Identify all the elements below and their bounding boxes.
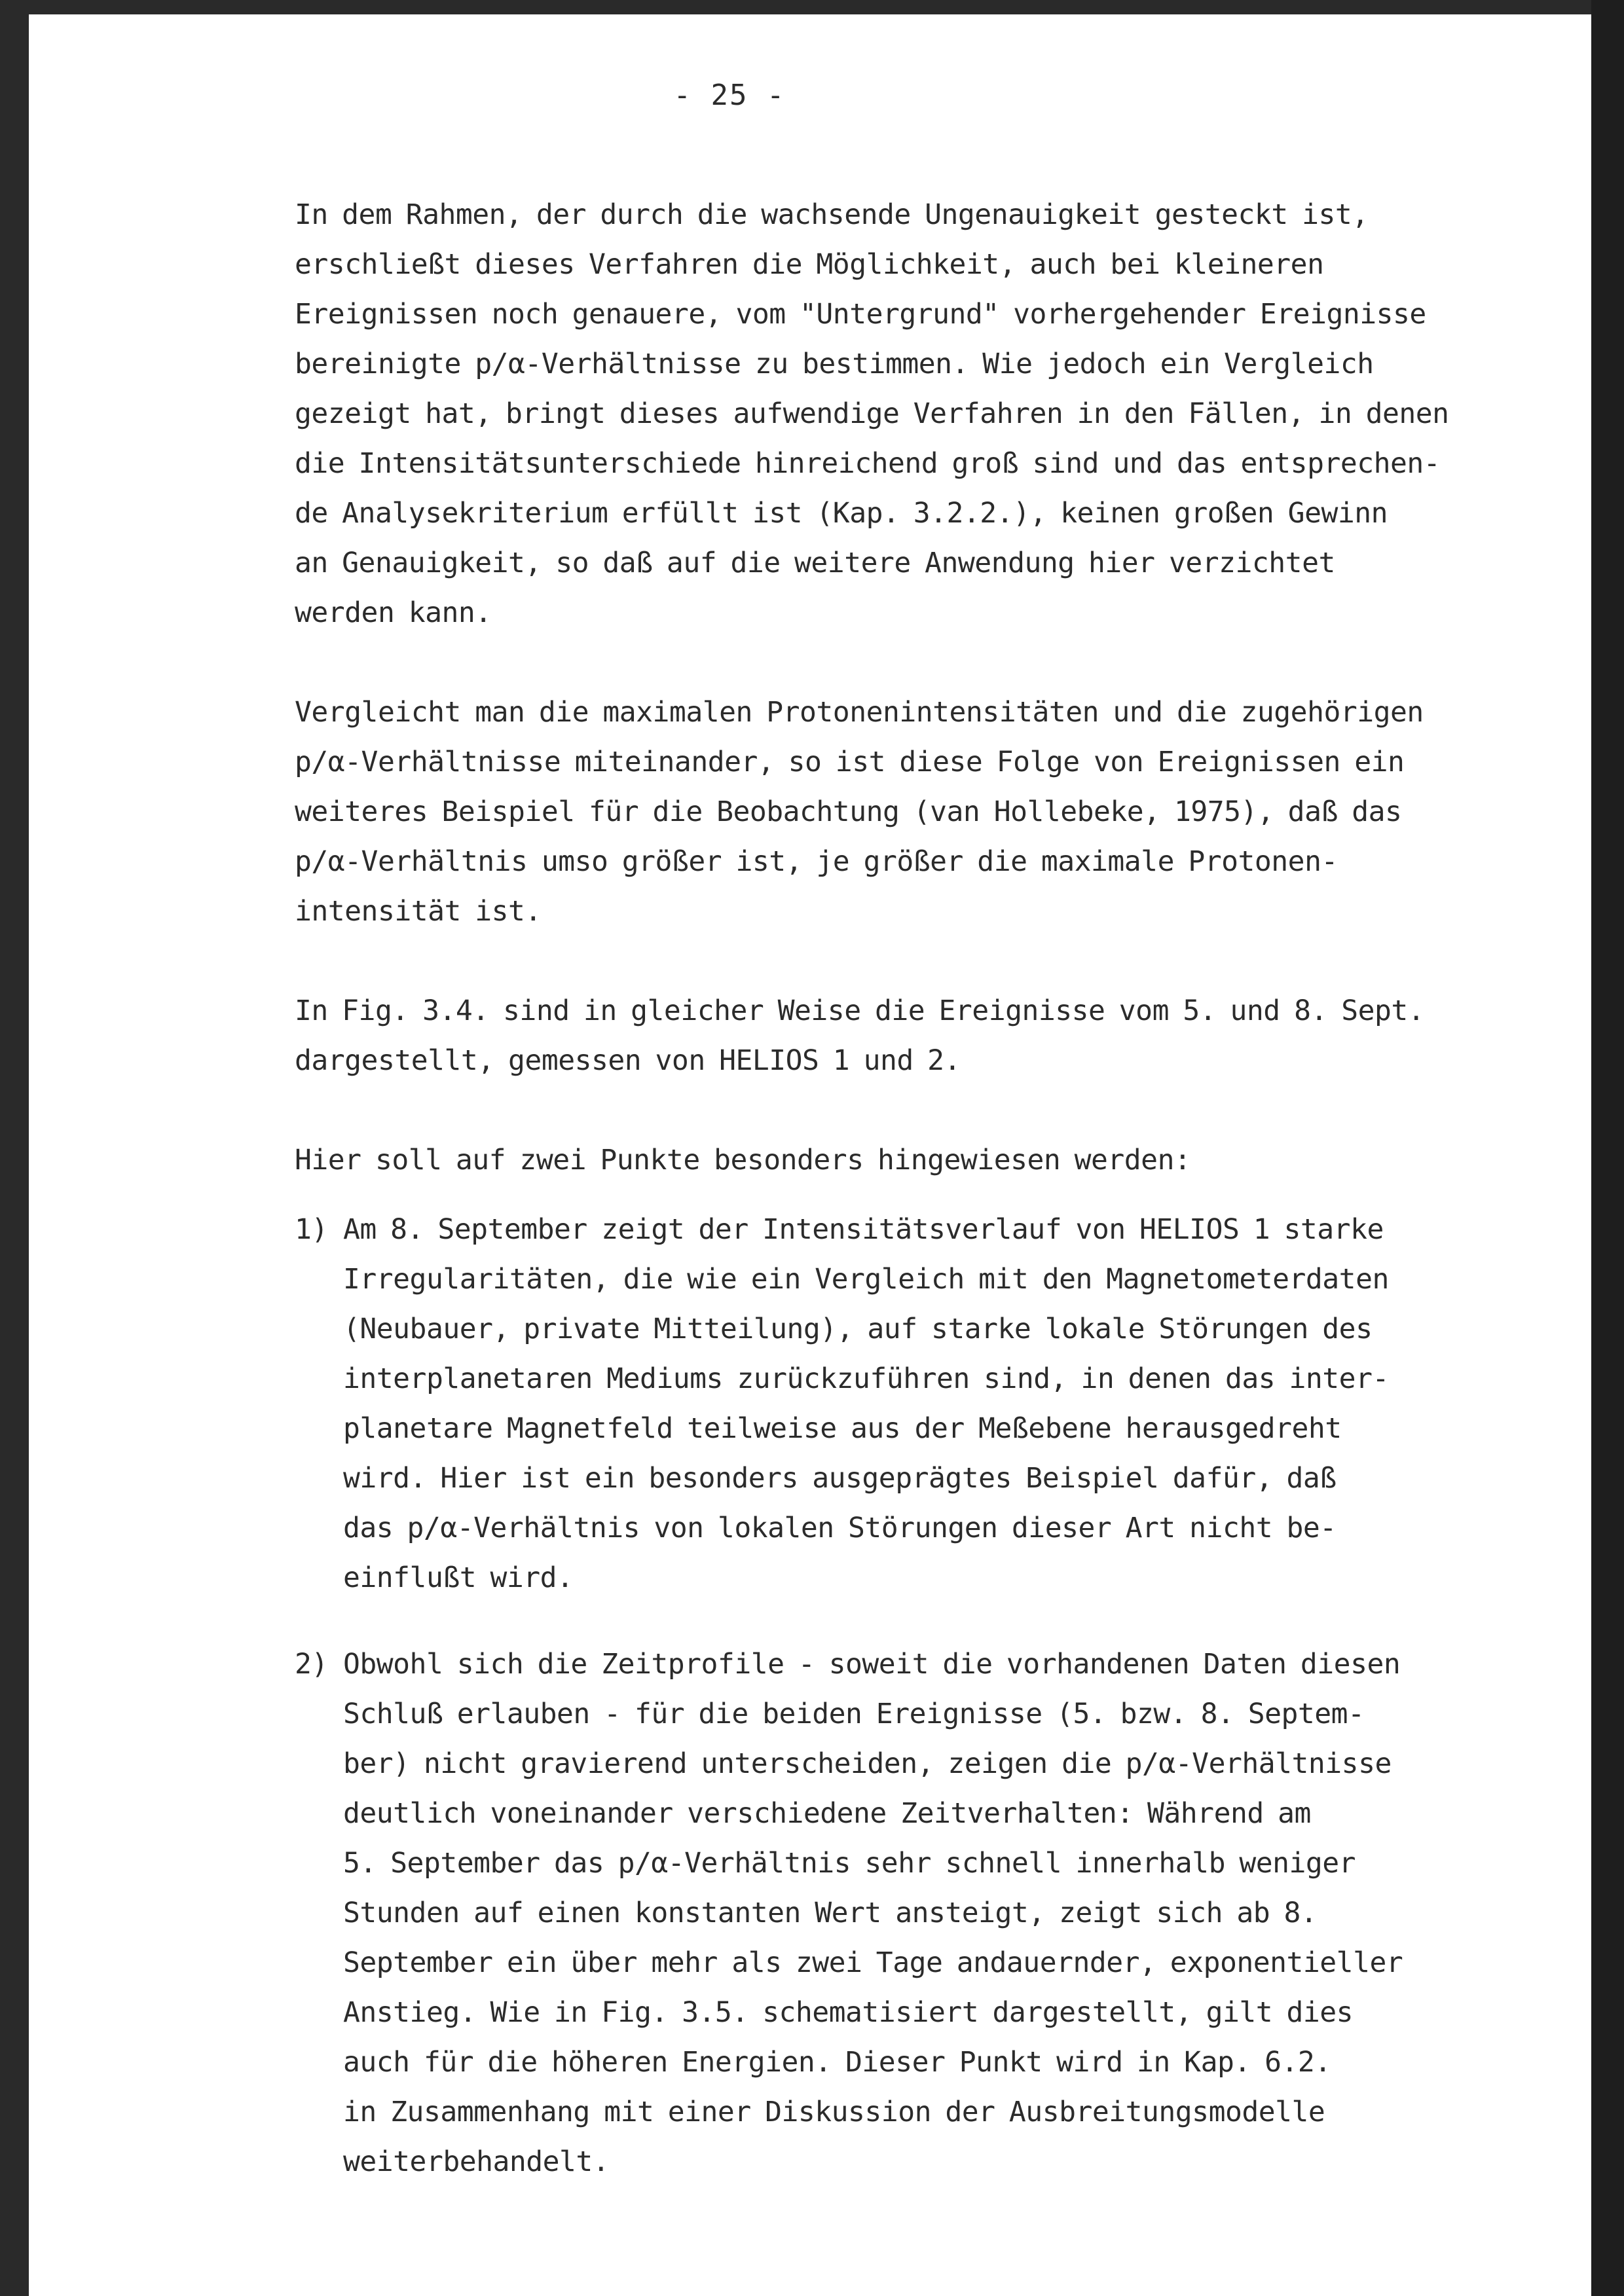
list-line: in Zusammenhang mit einer Diskussion der Ausbreitungsmodelle: [343, 2096, 1325, 2128]
list-line: (Neubauer, private Mitteilung), auf starke lokale Störungen des: [343, 1313, 1373, 1345]
paragraph-line: In dem Rahmen, der durch die wachsende Ungenauigkeit gesteckt ist,: [295, 198, 1369, 231]
document-page: [29, 14, 1591, 2296]
paragraph-2: [295, 687, 1500, 936]
list-item-2: [295, 1639, 1500, 2187]
paragraph-line: p/α-Verhältnisse miteinander, so ist diese Folge von Ereignissen ein: [295, 746, 1405, 778]
paragraph-line: an Genauigkeit, so daß auf die weitere Anwendung hier verzichtet: [295, 547, 1335, 579]
paragraph-line: gezeigt hat, bringt dieses aufwendige Verfahren in den Fällen, in denen: [295, 397, 1449, 430]
paragraph-line: intensität ist.: [295, 895, 542, 928]
paragraph-line: werden kann.: [295, 596, 492, 629]
list-line: September ein über mehr als zwei Tage andauernder, exponentieller: [343, 1946, 1403, 1979]
scan-border: [1591, 0, 1624, 2296]
list-line: das p/α-Verhältnis von lokalen Störungen dieser Art nicht be-: [343, 1512, 1337, 1544]
paragraph-line: p/α-Verhältnis umso größer ist, je größer die maximale Protonen-: [295, 845, 1338, 878]
paragraph-3: [295, 986, 1500, 1085]
list-line: 5. September das p/α-Verhältnis sehr schnell innerhalb weniger: [343, 1847, 1356, 1880]
list-line: interplanetaren Mediums zurückzuführen sind, in denen das inter-: [343, 1362, 1389, 1395]
paragraph-line: Hier soll auf zwei Punkte besonders hingewiesen werden:: [295, 1144, 1191, 1176]
list-item-1: [295, 1205, 1500, 1603]
list-line: Anstieg. Wie in Fig. 3.5. schematisiert dargestellt, gilt dies: [343, 1996, 1354, 2029]
paragraph-line: de Analysekriterium erfüllt ist (Kap. 3.2.2.), keinen großen Gewinn: [295, 497, 1388, 530]
list-item-body: [343, 1639, 1500, 2187]
list-line: Obwohl sich die Zeitprofile - soweit die vorhandenen Daten diesen: [343, 1648, 1401, 1681]
paragraph-line: Vergleicht man die maximalen Protonenintensitäten und die zugehörigen: [295, 696, 1424, 729]
list-line: ber) nicht gravierend unterscheiden, zeigen die p/α-Verhältnisse: [343, 1747, 1392, 1780]
list-line: deutlich voneinander verschiedene Zeitverhalten: Während am: [343, 1797, 1311, 1830]
list-line: Am 8. September zeigt der Intensitätsverlauf von HELIOS 1 starke: [343, 1213, 1384, 1246]
paragraph-line: Ereignissen noch genauere, vom "Untergrund" vorhergehender Ereignisse: [295, 298, 1426, 331]
paragraph-line: bereinigte p/α-Verhältnisse zu bestimmen. Wie jedoch ein Vergleich: [295, 348, 1374, 380]
list-marker: 2): [295, 1648, 328, 1681]
list-line: Schluß erlauben - für die beiden Ereignisse (5. bzw. 8. Septem-: [343, 1698, 1365, 1730]
list-marker: 1): [295, 1213, 328, 1246]
list-line: einflußt wird.: [343, 1561, 574, 1594]
list-line: planetare Magnetfeld teilweise aus der Meßebene herausgedreht: [343, 1412, 1342, 1445]
list-line: weiterbehandelt.: [343, 2145, 610, 2178]
paragraph-line: erschließt dieses Verfahren die Möglichkeit, auch bei kleineren: [295, 248, 1324, 281]
paragraph-line: In Fig. 3.4. sind in gleicher Weise die Ereignisse vom 5. und 8. Sept.: [295, 994, 1425, 1027]
paragraph-4: [295, 1135, 1500, 1185]
list-item-body: [343, 1205, 1500, 1603]
list-line: wird. Hier ist ein besonders ausgeprägtes Beispiel dafür, daß: [343, 1462, 1337, 1495]
paragraph-1: [295, 190, 1500, 638]
paragraph-line: die Intensitätsunterschiede hinreichend groß sind und das entsprechen-: [295, 447, 1441, 480]
page-content: [29, 14, 1591, 2296]
list-line: Irregularitäten, die wie ein Vergleich mit den Magnetometerdaten: [343, 1263, 1389, 1296]
paragraph-line: dargestellt, gemessen von HELIOS 1 und 2.: [295, 1044, 961, 1077]
paragraph-line: weiteres Beispiel für die Beobachtung (van Hollebeke, 1975), daß das: [295, 795, 1402, 828]
page-number: - 25 -: [673, 79, 786, 112]
list-line: auch für die höheren Energien. Dieser Punkt wird in Kap. 6.2.: [343, 2046, 1331, 2079]
list-line: Stunden auf einen konstanten Wert ansteigt, zeigt sich ab 8.: [343, 1897, 1318, 1929]
